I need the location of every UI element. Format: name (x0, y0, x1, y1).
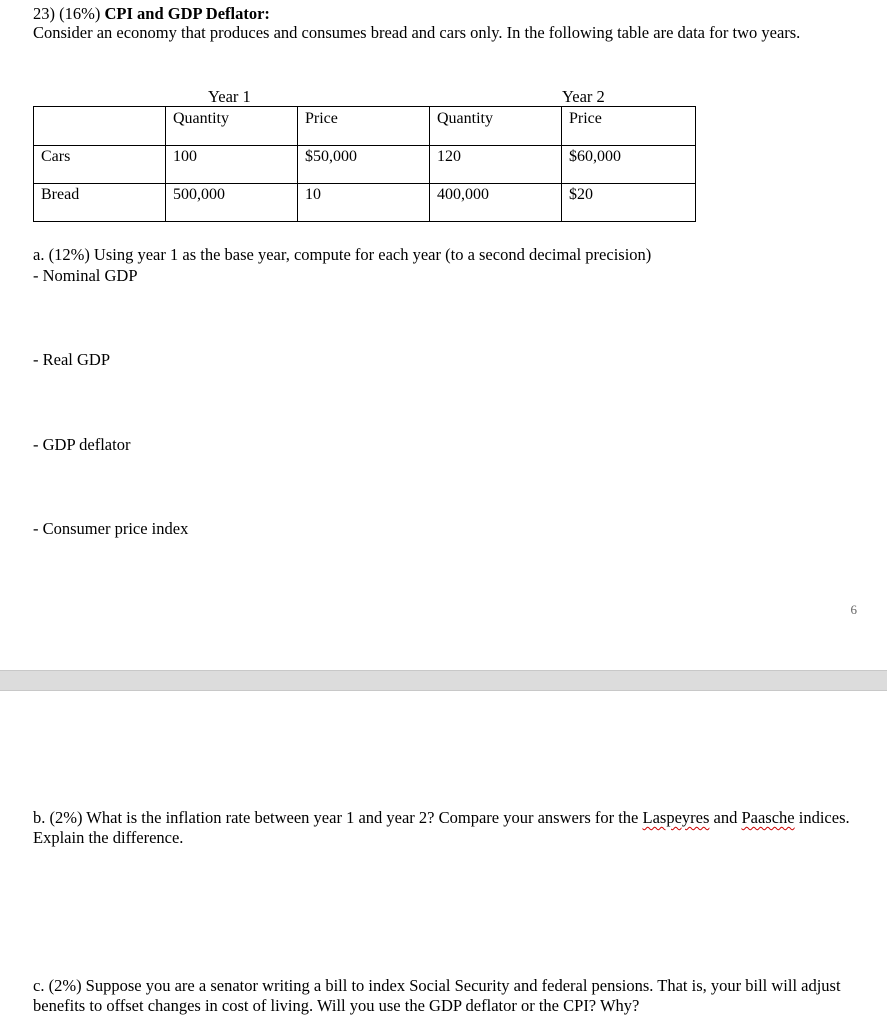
header-cell (34, 107, 166, 146)
header-cell: Quantity (166, 107, 298, 146)
question-number: 23) (16%) (33, 4, 101, 23)
year1-label: Year 1 (208, 87, 251, 106)
part-b-text: and (709, 808, 742, 827)
item-cell: Cars (34, 146, 166, 184)
year2-label: Year 2 (562, 87, 605, 106)
spellcheck-word: Laspeyres (642, 808, 710, 827)
y2-qty-cell: 400,000 (430, 184, 562, 222)
question-title: CPI and GDP Deflator: (104, 4, 270, 23)
y1-qty-cell: 500,000 (166, 184, 298, 222)
y2-qty-cell: 120 (430, 146, 562, 184)
part-b-text: indices. Explain the difference. (33, 808, 850, 847)
question-heading (33, 4, 270, 24)
header-cell: Price (298, 107, 430, 146)
y1-qty-cell: 100 (166, 146, 298, 184)
header-cell: Price (562, 107, 696, 146)
item-cell: Bread (34, 184, 166, 222)
y2-price-cell: $60,000 (562, 146, 696, 184)
table-header-row (34, 107, 696, 146)
part-a-item: - Consumer price index (33, 519, 189, 538)
y1-price-cell: 10 (298, 184, 430, 222)
spellcheck-word: Paasche (741, 808, 795, 827)
part-a-item: - Nominal GDP (33, 266, 138, 285)
part-b-text: b. (2%) What is the inflation rate between year 1 and year 2? Compare your answers for the (33, 808, 643, 827)
table-row (34, 146, 696, 184)
part-b-question (33, 808, 863, 848)
y1-price-cell: $50,000 (298, 146, 430, 184)
page-number: 6 (850, 602, 857, 617)
page-break (0, 670, 887, 691)
y2-price-cell: $20 (562, 184, 696, 222)
part-a-item: - GDP deflator (33, 435, 131, 454)
table-row (34, 184, 696, 222)
data-table (33, 106, 696, 222)
header-cell: Quantity (430, 107, 562, 146)
question-intro: Consider an economy that produces and consumes bread and cars only. In the following table are data for two years. (33, 23, 801, 42)
part-a-prompt: a. (12%) Using year 1 as the base year, compute for each year (to a second decimal precision) (33, 245, 652, 264)
part-a-item: - Real GDP (33, 350, 110, 369)
part-c-question: c. (2%) Suppose you are a senator writing a bill to index Social Security and federal pensions. That is, your bill will adjust benefits to offset changes in cost of living. Will you use the GDP deflator or the CPI? Why? (33, 976, 841, 1015)
